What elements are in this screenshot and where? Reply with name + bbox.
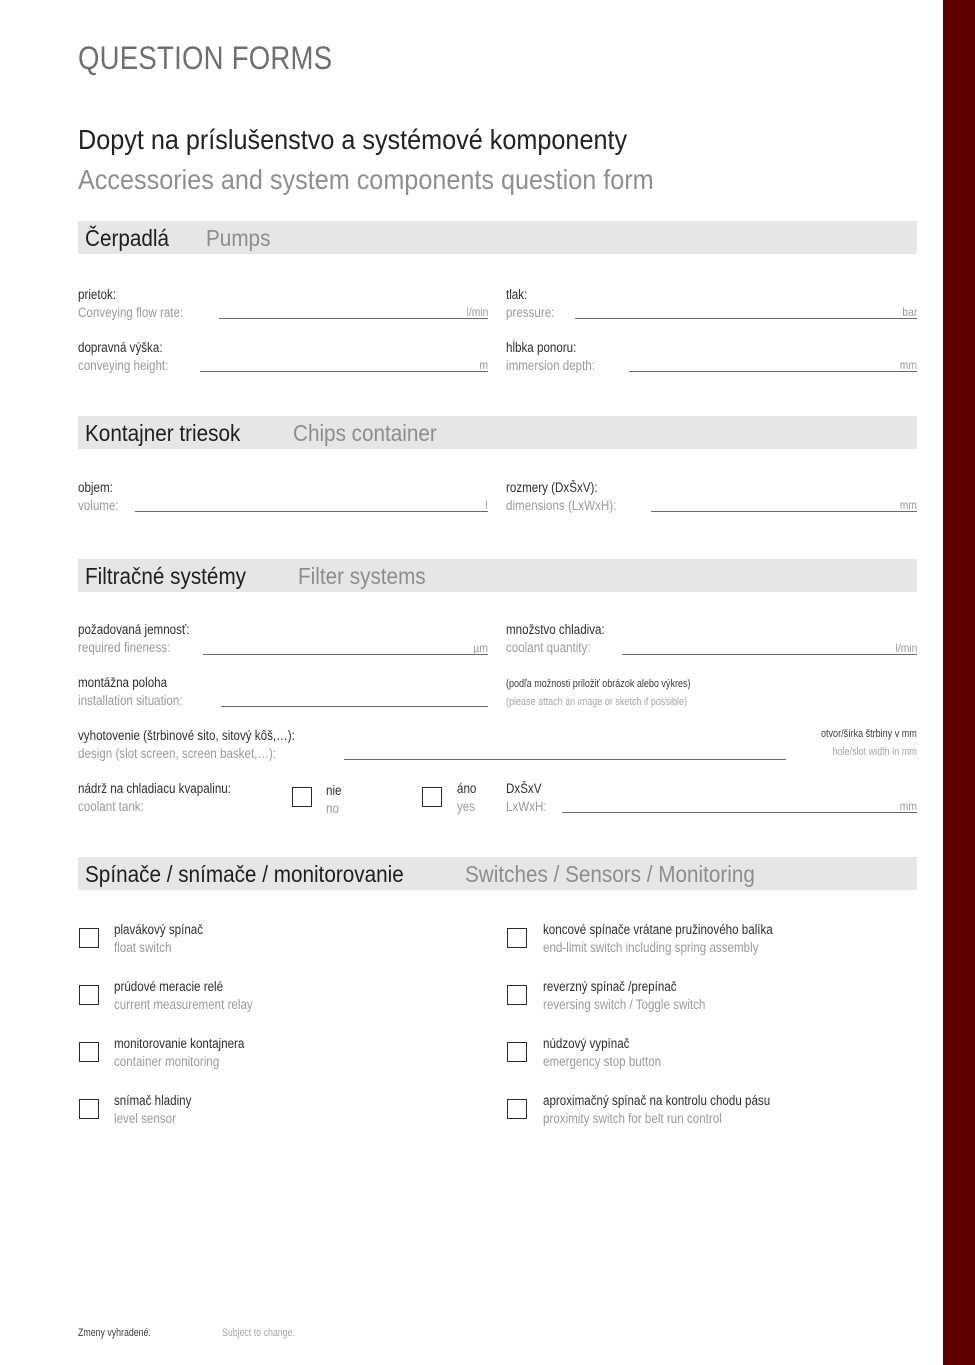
section-switches-sensors bbox=[78, 857, 917, 890]
attach-image-note: (podľa možnosti priložiť obrázok alebo výkres) (please attach an image or sketch if possible) bbox=[506, 678, 691, 708]
level-sensor-checkbox[interactable] bbox=[79, 1099, 99, 1119]
proximity-switch-checkbox[interactable] bbox=[507, 1099, 527, 1119]
immersion-depth-label: hĺbka ponoru: immersion depth: bbox=[506, 340, 596, 373]
tank-dimensions-label: DxŠxV LxWxH: bbox=[506, 781, 547, 814]
flow-rate-field[interactable] bbox=[219, 318, 488, 319]
current-relay-label: prúdové meracie relé current measurement relay bbox=[114, 979, 253, 1012]
immersion-depth-unit: mm bbox=[899, 358, 917, 372]
pressure-label: tlak: pressure: bbox=[506, 287, 555, 320]
dimensions-label: rozmery (DxŠxV): dimensions (LxWxH): bbox=[506, 480, 617, 513]
section-chips-container bbox=[78, 416, 917, 449]
flow-rate-label: prietok: Conveying flow rate: bbox=[78, 287, 184, 320]
volume-field[interactable] bbox=[135, 511, 488, 512]
section-title-en: Chips container bbox=[293, 420, 437, 446]
float-switch-label: plavákový spínač float switch bbox=[114, 922, 204, 955]
reversing-switch-label: reverzný spínač /prepínač reversing switch / Toggle switch bbox=[543, 979, 706, 1012]
section-title-sk: Filtračné systémy bbox=[85, 563, 247, 589]
level-sensor-label: snímač hladiny level sensor bbox=[114, 1093, 192, 1126]
emergency-stop-label: núdzový vypínač emergency stop button bbox=[543, 1036, 662, 1069]
volume-label: objem: volume: bbox=[78, 480, 119, 513]
coolant-tank-label: nádrž na chladiacu kvapalinu: coolant tank: bbox=[78, 781, 231, 814]
installation-field[interactable] bbox=[221, 706, 488, 707]
form-title-en: Accessories and system components question form bbox=[78, 164, 654, 195]
section-filter-systems bbox=[78, 559, 917, 592]
footer-note-en: Subject to change. bbox=[222, 1327, 295, 1339]
section-title-sk: Spínače / snímače / monitorovanie bbox=[85, 861, 404, 887]
section-title-sk: Kontajner triesok bbox=[85, 420, 241, 446]
fineness-field[interactable] bbox=[203, 654, 488, 655]
section-pumps bbox=[78, 221, 917, 254]
section-title-en: Filter systems bbox=[298, 563, 426, 589]
volume-unit: l bbox=[485, 498, 488, 512]
emergency-stop-checkbox[interactable] bbox=[507, 1042, 527, 1062]
form-title-sk: Dopyt na príslušenstvo a systémové komponenty bbox=[78, 124, 628, 155]
float-switch-checkbox[interactable] bbox=[79, 928, 99, 948]
proximity-switch-label: aproximačný spínač na kontrolu chodu pásu proximity switch for belt run control bbox=[543, 1093, 771, 1126]
tank-no-checkbox[interactable] bbox=[292, 787, 312, 807]
container-monitoring-label: monitorovanie kontajnera container monitoring bbox=[114, 1036, 245, 1069]
tank-yes-label: áno yes bbox=[457, 781, 477, 814]
pressure-unit: bar bbox=[902, 305, 917, 319]
immersion-depth-field[interactable] bbox=[629, 371, 917, 372]
conveying-height-label: dopravná výška: conveying height: bbox=[78, 340, 169, 373]
coolant-quantity-field[interactable] bbox=[622, 654, 917, 655]
section-title-sk: Čerpadlá bbox=[85, 225, 170, 251]
conveying-height-field[interactable] bbox=[200, 371, 488, 372]
hole-width-label: otvor/šírka štrbiny v mm hole/slot width in mm bbox=[821, 728, 917, 758]
tank-dimensions-unit: mm bbox=[899, 799, 917, 813]
coolant-quantity-label: množstvo chladiva: coolant quantity: bbox=[506, 622, 605, 655]
accent-side-bar bbox=[943, 0, 975, 1365]
fineness-unit: µm bbox=[473, 641, 488, 655]
tank-yes-checkbox[interactable] bbox=[422, 787, 442, 807]
end-limit-switch-checkbox[interactable] bbox=[507, 928, 527, 948]
installation-label: montážna poloha installation situation: bbox=[78, 675, 183, 708]
design-field[interactable] bbox=[344, 759, 786, 760]
footer-note-sk: Zmeny vyhradené. bbox=[78, 1327, 151, 1339]
tank-no-label: nie no bbox=[326, 783, 342, 816]
conveying-height-unit: m bbox=[479, 358, 488, 372]
fineness-label: požadovaná jemnosť: required fineness: bbox=[78, 622, 190, 655]
section-title-en: Switches / Sensors / Monitoring bbox=[465, 861, 755, 887]
dimensions-field[interactable] bbox=[651, 511, 917, 512]
tank-dimensions-field[interactable] bbox=[562, 812, 917, 813]
section-title-en: Pumps bbox=[206, 225, 271, 251]
pressure-field[interactable] bbox=[575, 318, 917, 319]
page-header: QUESTION FORMS bbox=[78, 40, 333, 76]
current-relay-checkbox[interactable] bbox=[79, 985, 99, 1005]
end-limit-switch-label: koncové spínače vrátane pružinového balíka end-limit switch including spring assembly bbox=[543, 922, 773, 955]
flow-rate-unit: l/min bbox=[466, 305, 488, 319]
dimensions-unit: mm bbox=[899, 498, 917, 512]
container-monitoring-checkbox[interactable] bbox=[79, 1042, 99, 1062]
coolant-quantity-unit: l/min bbox=[895, 641, 917, 655]
design-label: vyhotovenie (štrbinové sito, sitový kôš,…): design (slot screen, screen basket,…): bbox=[78, 728, 295, 761]
reversing-switch-checkbox[interactable] bbox=[507, 985, 527, 1005]
